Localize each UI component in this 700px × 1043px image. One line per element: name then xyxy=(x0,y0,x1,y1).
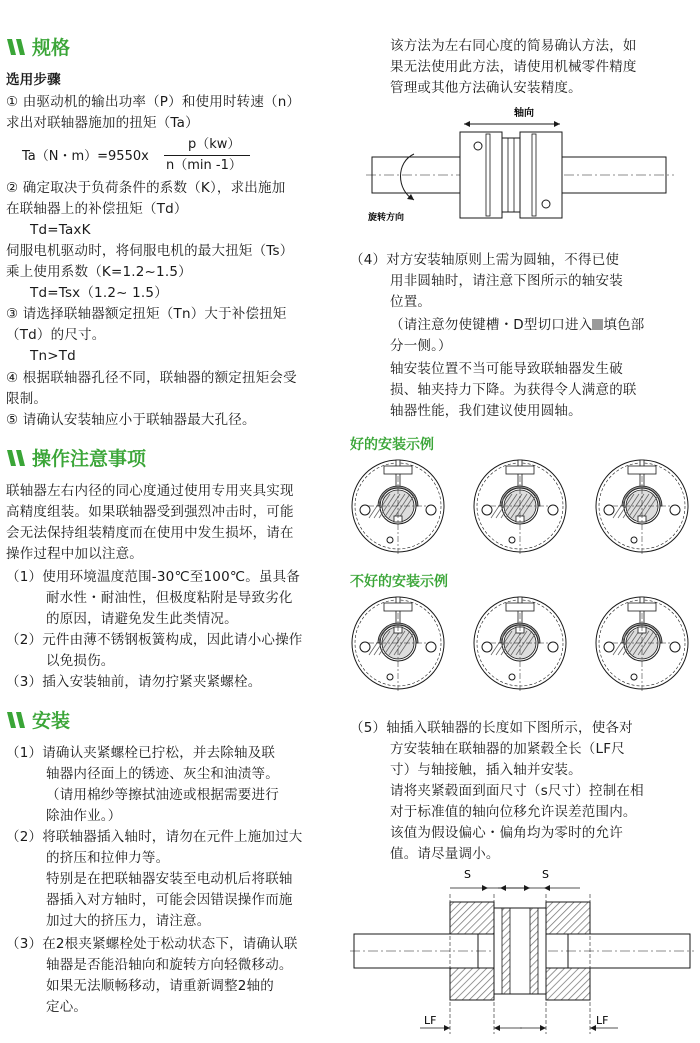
section-bars-icon xyxy=(6,449,28,467)
install-title: 安装 xyxy=(32,710,71,732)
right-hub xyxy=(520,132,562,218)
notes-line: 的原因，请避免发生此类情况。 xyxy=(46,611,238,627)
item4-line: 位置。 xyxy=(390,294,432,310)
right-intro-line: 管理或其他方法确认安装精度。 xyxy=(390,80,582,96)
s-right-label: S xyxy=(542,868,549,881)
insertion-length-figure xyxy=(350,864,694,1040)
good-example-hub xyxy=(474,460,566,554)
notes-line: 操作过程中加以注意。 xyxy=(6,546,143,562)
section-bars-icon xyxy=(6,711,28,729)
spec-line: ① 由驱动机的输出功率（P）和使用时转速（n） xyxy=(6,94,301,110)
notes-line: （2）元件由薄不锈钢板簧构成，因此请小心操作 xyxy=(6,632,303,648)
install-line: 定心。 xyxy=(46,999,88,1015)
section-install-heading xyxy=(6,709,70,733)
item5-line: 寸）与轴接触，插入轴并安装。 xyxy=(390,762,582,778)
spec-line: Tn>Td xyxy=(30,348,76,364)
bad-example-hub xyxy=(352,597,444,691)
item5-line: 值。请尽量调小。 xyxy=(390,846,500,862)
item4-more: 损、轴夹持力下降。为获得令人满意的联 xyxy=(390,382,637,398)
left-hub xyxy=(460,132,502,218)
item4-note-a: （请注意勿使键槽・D型切口进入 xyxy=(390,317,593,333)
spec-line: ⑤ 请确认安装轴应小于联轴器最大孔径。 xyxy=(6,412,256,428)
spec-line: ③ 请选择联轴器额定扭矩（Tn）大于补偿扭矩 xyxy=(6,306,287,322)
bad-example-hub xyxy=(474,597,566,691)
lf-left-label: LF xyxy=(424,1014,437,1027)
formula-fraction-line xyxy=(164,155,250,156)
right-intro-line: 该方法为左右同心度的简易确认方法，如 xyxy=(390,38,637,54)
notes-line: 高精度组装。如果联轴器受到强烈冲击时，可能 xyxy=(6,504,294,520)
item5-line: 该值为假设偏心・偏角均为零时的允许 xyxy=(390,825,623,841)
spec-line: ② 确定取决于负荷条件的系数（K），求出施加 xyxy=(6,180,286,196)
bad-examples-figure xyxy=(350,593,694,693)
formula-numerator: p（kw） xyxy=(188,137,241,152)
fill-swatch-icon xyxy=(592,319,603,330)
axial-label: 轴向 xyxy=(514,108,534,119)
right-intro-line: 果无法使用此方法，请使用机械零件精度 xyxy=(390,59,637,75)
spec-line: 伺服电机驱动时，将伺服电机的最大扭矩（Ts） xyxy=(6,243,294,259)
item5-line: 方安装轴在联轴器的加紧毂全长（LF尺 xyxy=(390,741,625,757)
install-line: （2）将联轴器插入轴时，请勿在元件上施加过大 xyxy=(6,829,303,845)
rotation-label: 旋转方向 xyxy=(368,213,405,223)
notes-line: （1）使用环境温度范围-30℃至100℃。虽具备 xyxy=(6,569,301,585)
notes-line: 耐水性・耐油性，但极度粘附是导致劣化 xyxy=(46,590,293,606)
item4-line: （4）对方安装轴原则上需为圆轴，不得已使 xyxy=(350,252,620,268)
good-examples-figure xyxy=(350,456,694,556)
notes-line: 以免损伤。 xyxy=(46,653,115,669)
good-examples-title: 好的安装示例 xyxy=(350,437,434,453)
item5-line: （5）轴插入联轴器的长度如下图所示，使各对 xyxy=(350,720,633,736)
formula-left: Ta（N・m）=9550x xyxy=(22,149,149,164)
spec-line: 求出对联轴器施加的扭矩（Ta） xyxy=(6,115,199,131)
s-left-label: S xyxy=(464,868,471,881)
spec-line: Td=Tsx（1.2~ 1.5） xyxy=(30,285,168,301)
install-line: 的挤压和拉伸力等。 xyxy=(46,850,170,866)
install-line: 加过大的挤压力，请注意。 xyxy=(46,913,211,929)
install-line: 轴器内径面上的锈迹、灰尘和油渍等。 xyxy=(46,766,279,782)
bad-example-hub xyxy=(596,597,688,691)
spec-subtitle: 选用步骤 xyxy=(6,72,61,88)
spec-line: （Td）的尺寸。 xyxy=(6,327,106,343)
bad-examples-title: 不好的安装示例 xyxy=(350,574,448,590)
install-line: 轴器是否能沿轴向和旋转方向轻微移动。 xyxy=(46,957,293,973)
install-line: 特别是在把联轴器安装至电动机后将联轴 xyxy=(46,871,293,887)
item4-note-c: 分一侧。） xyxy=(390,338,452,354)
spec-line: 在联轴器上的补偿扭矩（Td） xyxy=(6,201,188,217)
spec-title: 规格 xyxy=(32,37,71,59)
install-line: 如果无法顺畅移动，请重新调整2轴的 xyxy=(46,978,274,994)
spec-line: 限制。 xyxy=(6,391,48,407)
spacer xyxy=(502,138,520,212)
section-notes-heading xyxy=(6,447,146,471)
section-bars-icon xyxy=(6,38,28,56)
spec-line: ④ 根据联轴器孔径不同，联轴器的额定扭矩会受 xyxy=(6,370,297,386)
notes-line: 联轴器左右内径的同心度通过使用专用夹具实现 xyxy=(6,483,294,499)
good-example-hub xyxy=(352,460,444,554)
item4-note xyxy=(390,316,645,334)
notes-title: 操作注意事项 xyxy=(32,448,147,470)
item4-more: 轴安装位置不当可能导致联轴器发生破 xyxy=(390,361,623,377)
spec-line: Td=TaxK xyxy=(30,222,91,238)
install-line: （3）在2根夹紧螺栓处于松动状态下，请确认联 xyxy=(6,936,298,952)
item4-more: 轴器性能，我们建议使用圆轴。 xyxy=(390,403,582,419)
notes-line: 会无法保持组装精度而在使用中发生损坏，请在 xyxy=(6,525,294,541)
install-line: 除油作业。） xyxy=(46,808,122,824)
item4-note-b: 填色部 xyxy=(603,317,645,333)
formula-denominator: n（min -1） xyxy=(166,158,242,173)
install-line: 器插入对方轴时，可能会因错误操作而施 xyxy=(46,892,293,908)
item5-line: 请将夹紧毂面到面尺寸（s尺寸）控制在相 xyxy=(390,783,644,799)
item4-line: 用非圆轴时，请注意下图所示的轴安装 xyxy=(390,273,623,289)
coupling-axial-figure xyxy=(360,102,680,232)
spec-line: 乘上使用系数（K=1.2~1.5） xyxy=(6,264,192,280)
item5-line: 对于标准值的轴向位移允许误差范围内。 xyxy=(390,804,637,820)
install-line: （请用棉纱等擦拭油迹或根据需要进行 xyxy=(46,787,279,803)
section-spec-heading xyxy=(6,36,70,60)
install-line: （1）请确认夹紧螺栓已拧松，并去除轴及联 xyxy=(6,745,276,761)
good-example-hub xyxy=(596,460,688,554)
notes-line: （3）插入安装轴前，请勿拧紧夹紧螺栓。 xyxy=(6,674,262,690)
lf-right-label: LF xyxy=(596,1014,609,1027)
